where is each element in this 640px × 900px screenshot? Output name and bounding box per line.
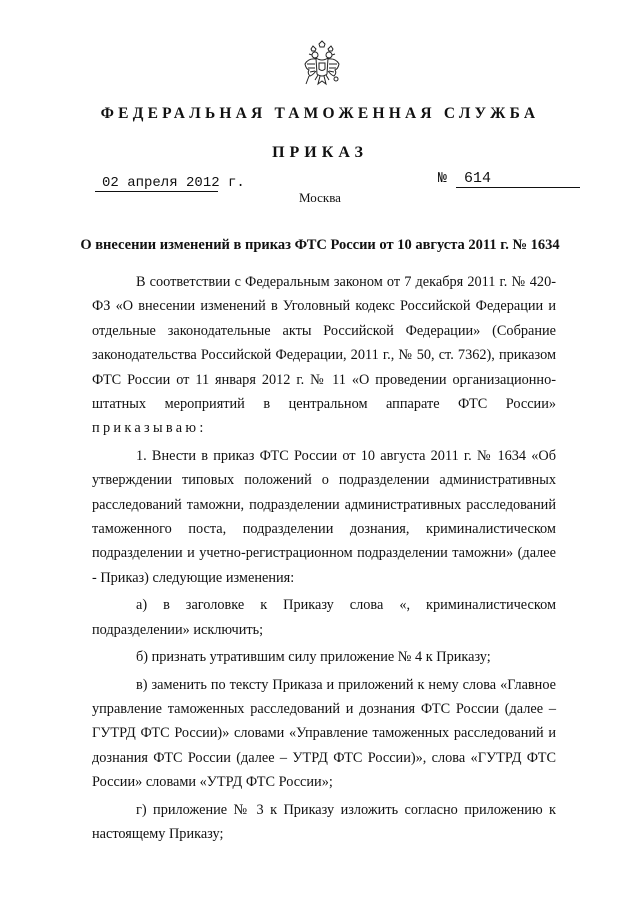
order-number [438,171,580,188]
paragraph-subitem-b: б) признать утратившим силу приложение № 4 к Приказу; [136,649,491,666]
agency-name: ФЕДЕРАЛЬНАЯ ТАМОЖЕННАЯ СЛУЖБА [100,105,540,122]
russian-coat-of-arms-icon [303,40,341,90]
paragraph-subitem-v: в) заменить по тексту Приказа и приложений к нему слова «Главное управление таможенных расследований и дознания ФТС России (далее – ГУТРД ФТС России)» словами «Управление таможенных расследований и дознания ФТС России (далее – УТРД ФТС России)», слова «ГУТРД ФТС России» словами «УТРД ФТС России»; [92,676,556,791]
city: Москва [299,190,341,205]
paragraph-preamble [92,270,556,441]
document-title: О внесении изменений в приказ ФТС России от 10 августа 2011 г. № 1634 [80,237,560,253]
number-sign: № [438,170,448,187]
preamble-text: В соответствии с Федеральным законом от 7 декабря 2011 г. № 420-ФЗ «О внесении изменений в Уголовный кодекс Российской Федерации и отдельные законодательные акты Российской Федерации» (Собрание законодательства Российской Федерации, 2011 г., № 50, ст. 7362), приказом ФТС России от 11 января 2012 г. № 11 «О проведении организационно-штатных мероприятий в центральном аппарате ФТС России» [92,274,556,413]
order-verb: приказываю: [92,420,207,437]
paragraph-subitem-a: а) в заголовке к Приказу слова «, криминалистическом подразделении» исключить; [92,597,556,638]
order-number-value: 614 [456,171,580,188]
document-type: ПРИКАЗ [272,144,368,161]
document-body [92,270,556,849]
order-date: 02 апреля 2012 г. [95,175,218,192]
paragraph-subitem-g: г) приложение № 3 к Приказу изложить согласно приложению к настоящему Приказу; [92,801,556,842]
paragraph-item-1: 1. Внести в приказ ФТС России от 10 августа 2011 г. № 1634 «Об утверждении типовых положений о подразделении административных расследований таможни, подразделении административных расследований таможенного поста, подразделении дознания, криминалистическом подразделении и учетно-регистрационном подразделении таможни» (далее - Приказ) следующие изменения: [92,447,556,586]
